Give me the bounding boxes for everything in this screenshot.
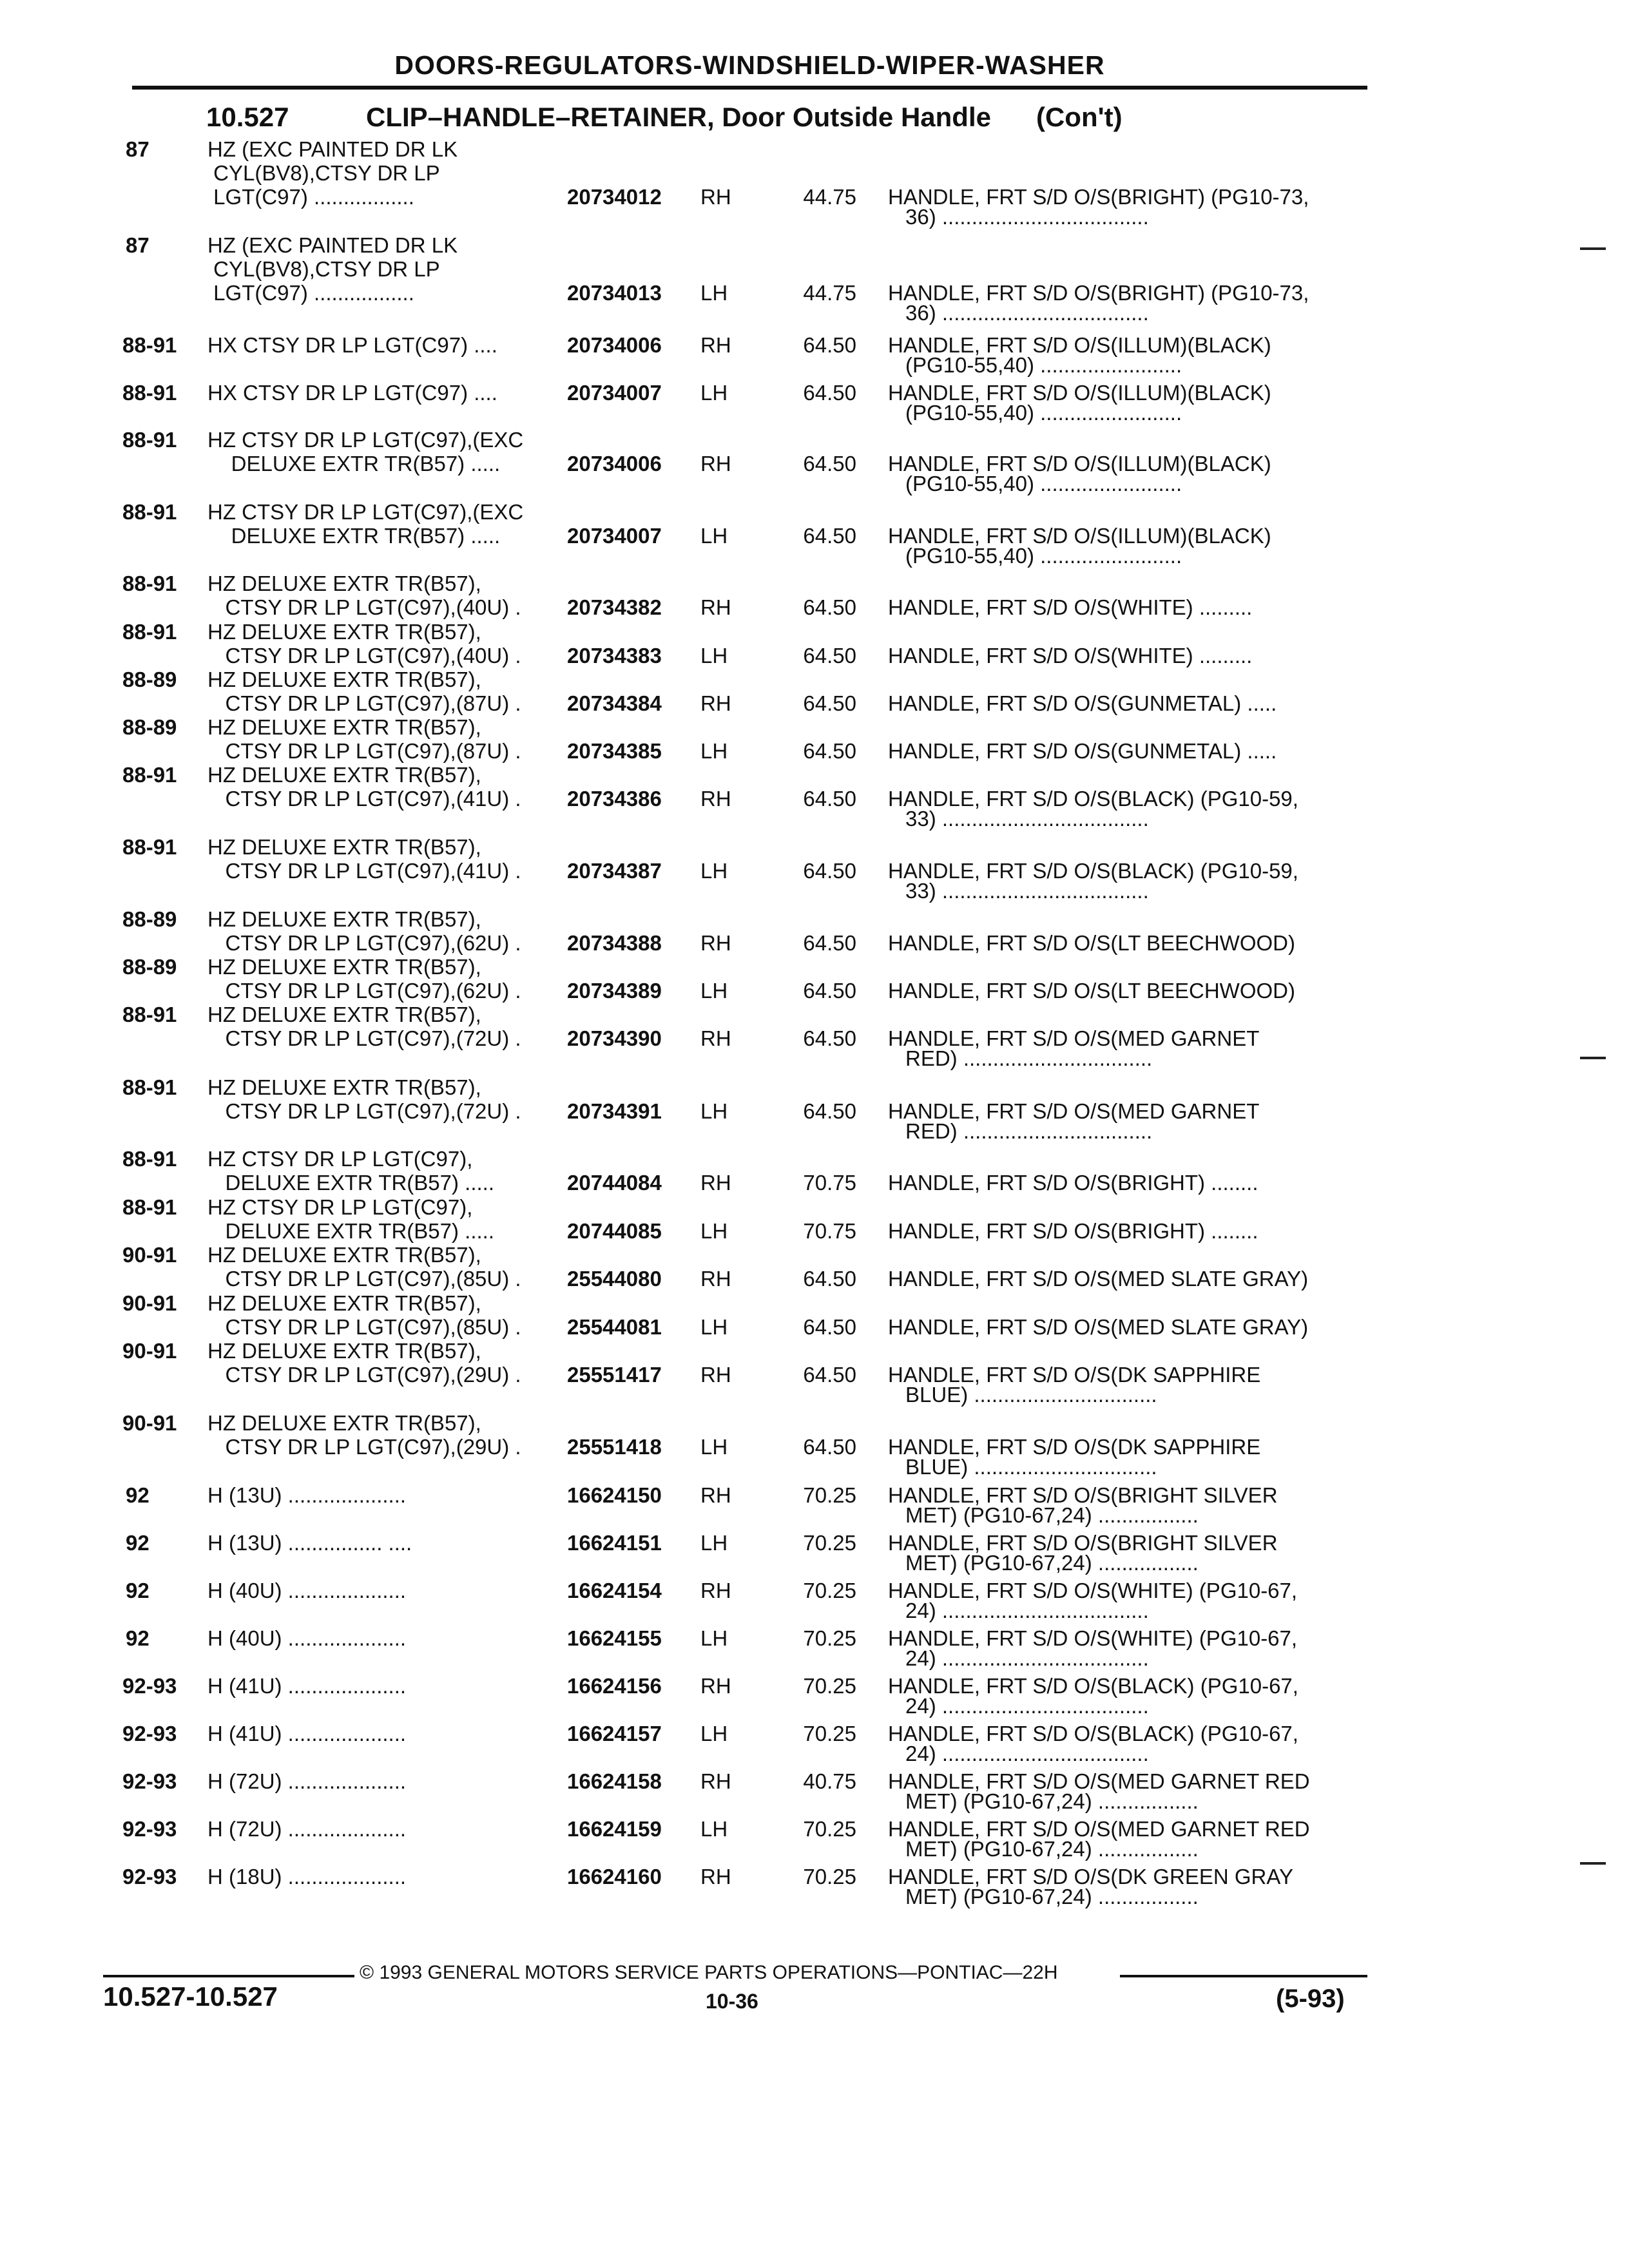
price: 64.50 xyxy=(803,979,856,1003)
part-number: 16624156 xyxy=(567,1674,662,1698)
usage-description: HZ (EXC PAINTED DR LK xyxy=(207,137,458,161)
footer-section-range: 10.527-10.527 xyxy=(103,1981,278,2012)
part-name: HANDLE, FRT S/D O/S(WHITE) ......... xyxy=(888,644,1253,668)
side-code: LH xyxy=(700,281,728,305)
model-year: 88-91 xyxy=(122,333,177,357)
model-year: 87 xyxy=(126,233,149,257)
part-number: 20734391 xyxy=(567,1099,662,1123)
usage-description: DELUXE EXTR TR(B57) ..... xyxy=(207,1219,495,1243)
side-code: LH xyxy=(700,979,728,1003)
price: 70.25 xyxy=(803,1817,856,1841)
model-year: 92 xyxy=(126,1626,149,1650)
side-code: LH xyxy=(700,1219,728,1243)
price: 64.50 xyxy=(803,381,856,405)
side-code: LH xyxy=(700,1435,728,1459)
part-name: HANDLE, FRT S/D O/S(MED SLATE GRAY) xyxy=(888,1315,1309,1339)
usage-description: HZ DELUXE EXTR TR(B57), xyxy=(207,1339,481,1363)
side-code: RH xyxy=(700,1769,731,1793)
side-code: RH xyxy=(700,691,731,715)
part-name: HANDLE, FRT S/D O/S(WHITE) ......... xyxy=(888,595,1253,619)
side-code: RH xyxy=(700,1674,731,1698)
usage-description: HZ DELUXE EXTR TR(B57), xyxy=(207,1411,481,1435)
price: 64.50 xyxy=(803,452,856,476)
part-name: 33) ................................... xyxy=(905,807,1149,831)
price: 64.50 xyxy=(803,787,856,811)
part-name: HANDLE, FRT S/D O/S(LT BEECHWOOD) xyxy=(888,931,1295,955)
part-number: 20734007 xyxy=(567,381,662,405)
usage-description: LGT(C97) ................. xyxy=(207,185,414,209)
footer-page-number: 10-36 xyxy=(706,1990,758,2013)
model-year: 92 xyxy=(126,1579,149,1602)
part-number: 20734389 xyxy=(567,979,662,1003)
usage-description: CTSY DR LP LGT(C97),(41U) . xyxy=(207,787,521,811)
part-name: HANDLE, FRT S/D O/S(ILLUM)(BLACK) xyxy=(888,452,1271,476)
usage-description: H (40U) .................... xyxy=(207,1579,407,1602)
part-name: 33) ................................... xyxy=(905,879,1149,903)
price: 70.25 xyxy=(803,1865,856,1888)
price: 64.50 xyxy=(803,691,856,715)
model-year: 87 xyxy=(126,137,149,161)
model-year: 92-93 xyxy=(122,1865,177,1888)
section-title: CLIP–HANDLE–RETAINER, Door Outside Handle xyxy=(366,102,991,132)
part-name: HANDLE, FRT S/D O/S(WHITE) (PG10-67, xyxy=(888,1626,1298,1650)
part-name: HANDLE, FRT S/D O/S(ILLUM)(BLACK) xyxy=(888,333,1271,357)
section-number: 10.527 xyxy=(206,102,289,132)
part-name: HANDLE, FRT S/D O/S(BRIGHT SILVER xyxy=(888,1531,1278,1555)
side-code: LH xyxy=(700,1099,728,1123)
price: 44.75 xyxy=(803,281,856,305)
part-name: HANDLE, FRT S/D O/S(ILLUM)(BLACK) xyxy=(888,524,1271,548)
price: 70.25 xyxy=(803,1722,856,1745)
price: 64.50 xyxy=(803,1363,856,1387)
usage-description: CTSY DR LP LGT(C97),(85U) . xyxy=(207,1315,521,1339)
part-name: 24) ................................... xyxy=(905,1646,1149,1670)
part-number: 20734385 xyxy=(567,739,662,763)
side-code: RH xyxy=(700,1026,731,1050)
part-name: 36) ................................... xyxy=(905,301,1149,325)
usage-description: H (13U) ................ .... xyxy=(207,1531,412,1555)
margin-mark xyxy=(1580,1057,1606,1059)
part-name: MET) (PG10-67,24) ................. xyxy=(905,1789,1199,1813)
part-name: 24) ................................... xyxy=(905,1694,1149,1718)
usage-description: CTSY DR LP LGT(C97),(62U) . xyxy=(207,979,521,1003)
usage-description: HZ DELUXE EXTR TR(B57), xyxy=(207,668,481,691)
part-name: HANDLE, FRT S/D O/S(BRIGHT) ........ xyxy=(888,1219,1258,1243)
part-name: HANDLE, FRT S/D O/S(BRIGHT) (PG10-73, xyxy=(888,281,1309,305)
price: 64.50 xyxy=(803,931,856,955)
part-name: HANDLE, FRT S/D O/S(BLACK) (PG10-67, xyxy=(888,1674,1298,1698)
part-number: 20734006 xyxy=(567,452,662,476)
part-name: BLUE) ............................... xyxy=(905,1383,1157,1407)
price: 64.50 xyxy=(803,1435,856,1459)
model-year: 92-93 xyxy=(122,1769,177,1793)
usage-description: HZ CTSY DR LP LGT(C97),(EXC xyxy=(207,428,524,452)
usage-description: CTSY DR LP LGT(C97),(41U) . xyxy=(207,859,521,883)
usage-description: HZ DELUXE EXTR TR(B57), xyxy=(207,1003,481,1026)
model-year: 92-93 xyxy=(122,1722,177,1745)
section-continued: (Con't) xyxy=(1036,102,1123,132)
part-number: 16624159 xyxy=(567,1817,662,1841)
price: 64.50 xyxy=(803,524,856,548)
usage-description: CTSY DR LP LGT(C97),(40U) . xyxy=(207,644,521,668)
part-name: HANDLE, FRT S/D O/S(BRIGHT) ........ xyxy=(888,1171,1258,1195)
usage-description: HZ CTSY DR LP LGT(C97), xyxy=(207,1147,473,1171)
part-number: 20734007 xyxy=(567,524,662,548)
part-number: 25551417 xyxy=(567,1363,662,1387)
model-year: 88-91 xyxy=(122,572,177,595)
side-code: LH xyxy=(700,1315,728,1339)
part-name: HANDLE, FRT S/D O/S(WHITE) (PG10-67, xyxy=(888,1579,1298,1602)
price: 70.25 xyxy=(803,1531,856,1555)
model-year: 90-91 xyxy=(122,1291,177,1315)
header-rule xyxy=(132,86,1367,90)
model-year: 88-91 xyxy=(122,381,177,405)
model-year: 88-89 xyxy=(122,907,177,931)
part-number: 16624157 xyxy=(567,1722,662,1745)
part-number: 20734390 xyxy=(567,1026,662,1050)
part-name: HANDLE, FRT S/D O/S(BLACK) (PG10-59, xyxy=(888,787,1298,811)
side-code: LH xyxy=(700,644,728,668)
usage-description: HZ DELUXE EXTR TR(B57), xyxy=(207,1243,481,1267)
model-year: 92 xyxy=(126,1483,149,1507)
side-code: LH xyxy=(700,1531,728,1555)
part-name: HANDLE, FRT S/D O/S(GUNMETAL) ..... xyxy=(888,691,1277,715)
side-code: LH xyxy=(700,1817,728,1841)
price: 64.50 xyxy=(803,1315,856,1339)
part-name: MET) (PG10-67,24) ................. xyxy=(905,1885,1199,1908)
price: 64.50 xyxy=(803,333,856,357)
model-year: 88-89 xyxy=(122,715,177,739)
usage-description: CTSY DR LP LGT(C97),(87U) . xyxy=(207,691,521,715)
margin-mark xyxy=(1580,1862,1606,1865)
usage-description: CTSY DR LP LGT(C97),(29U) . xyxy=(207,1435,521,1459)
usage-description: CTSY DR LP LGT(C97),(62U) . xyxy=(207,931,521,955)
usage-description: HZ DELUXE EXTR TR(B57), xyxy=(207,763,481,787)
usage-description: HZ (EXC PAINTED DR LK xyxy=(207,233,458,257)
model-year: 90-91 xyxy=(122,1339,177,1363)
usage-description: DELUXE EXTR TR(B57) ..... xyxy=(207,524,501,548)
part-name: HANDLE, FRT S/D O/S(DK GREEN GRAY xyxy=(888,1865,1293,1888)
part-name: HANDLE, FRT S/D O/S(MED GARNET xyxy=(888,1099,1260,1123)
price: 64.50 xyxy=(803,1267,856,1291)
side-code: LH xyxy=(700,381,728,405)
part-number: 16624155 xyxy=(567,1626,662,1650)
side-code: RH xyxy=(700,185,731,209)
part-number: 25551418 xyxy=(567,1435,662,1459)
model-year: 90-91 xyxy=(122,1243,177,1267)
part-name: HANDLE, FRT S/D O/S(ILLUM)(BLACK) xyxy=(888,381,1271,405)
side-code: RH xyxy=(700,1865,731,1888)
usage-description: HZ DELUXE EXTR TR(B57), xyxy=(207,955,481,979)
model-year: 88-91 xyxy=(122,1075,177,1099)
usage-description: LGT(C97) ................. xyxy=(207,281,414,305)
section-heading xyxy=(206,102,1123,133)
part-name: HANDLE, FRT S/D O/S(BLACK) (PG10-59, xyxy=(888,859,1298,883)
part-name: HANDLE, FRT S/D O/S(DK SAPPHIRE xyxy=(888,1363,1261,1387)
model-year: 88-89 xyxy=(122,668,177,691)
usage-description: CYL(BV8),CTSY DR LP xyxy=(207,257,440,281)
part-name: MET) (PG10-67,24) ................. xyxy=(905,1503,1199,1527)
price: 70.25 xyxy=(803,1626,856,1650)
model-year: 92 xyxy=(126,1531,149,1555)
usage-description: HZ CTSY DR LP LGT(C97),(EXC xyxy=(207,500,524,524)
part-number: 20734013 xyxy=(567,281,662,305)
part-name: HANDLE, FRT S/D O/S(MED GARNET xyxy=(888,1026,1260,1050)
price: 64.50 xyxy=(803,644,856,668)
part-number: 20744084 xyxy=(567,1171,662,1195)
side-code: LH xyxy=(700,739,728,763)
part-name: HANDLE, FRT S/D O/S(GUNMETAL) ..... xyxy=(888,739,1277,763)
price: 64.50 xyxy=(803,859,856,883)
usage-description: DELUXE EXTR TR(B57) ..... xyxy=(207,452,501,476)
side-code: LH xyxy=(700,524,728,548)
usage-description: CTSY DR LP LGT(C97),(85U) . xyxy=(207,1267,521,1291)
side-code: RH xyxy=(700,595,731,619)
usage-description: HZ DELUXE EXTR TR(B57), xyxy=(207,835,481,859)
price: 40.75 xyxy=(803,1769,856,1793)
usage-description: H (18U) .................... xyxy=(207,1865,407,1888)
part-name: (PG10-55,40) ........................ xyxy=(905,472,1182,495)
usage-description: HX CTSY DR LP LGT(C97) .... xyxy=(207,381,497,405)
side-code: RH xyxy=(700,931,731,955)
usage-description: CTSY DR LP LGT(C97),(72U) . xyxy=(207,1026,521,1050)
side-code: RH xyxy=(700,787,731,811)
part-name: MET) (PG10-67,24) ................. xyxy=(905,1551,1199,1575)
part-number: 20734386 xyxy=(567,787,662,811)
model-year: 88-91 xyxy=(122,1195,177,1219)
part-number: 20734387 xyxy=(567,859,662,883)
price: 70.75 xyxy=(803,1171,856,1195)
usage-description: CTSY DR LP LGT(C97),(87U) . xyxy=(207,739,521,763)
part-name: BLUE) ............................... xyxy=(905,1455,1157,1479)
model-year: 88-91 xyxy=(122,620,177,644)
part-number: 16624150 xyxy=(567,1483,662,1507)
footer-date-code: (5-93) xyxy=(1276,1984,1345,2013)
part-number: 20734012 xyxy=(567,185,662,209)
price: 64.50 xyxy=(803,1026,856,1050)
model-year: 92-93 xyxy=(122,1674,177,1698)
model-year: 92-93 xyxy=(122,1817,177,1841)
part-name: 36) ................................... xyxy=(905,205,1149,229)
part-number: 20734006 xyxy=(567,333,662,357)
side-code: LH xyxy=(700,1626,728,1650)
part-number: 25544080 xyxy=(567,1267,662,1291)
usage-description: HZ DELUXE EXTR TR(B57), xyxy=(207,715,481,739)
part-number: 20734382 xyxy=(567,595,662,619)
part-name: HANDLE, FRT S/D O/S(MED SLATE GRAY) xyxy=(888,1267,1309,1291)
usage-description: CTSY DR LP LGT(C97),(40U) . xyxy=(207,595,521,619)
margin-mark xyxy=(1580,247,1606,250)
part-name: HANDLE, FRT S/D O/S(LT BEECHWOOD) xyxy=(888,979,1295,1003)
page-header-title: DOORS-REGULATORS-WINDSHIELD-WIPER-WASHER xyxy=(394,50,1105,80)
part-name: 24) ................................... xyxy=(905,1742,1149,1765)
usage-description: HZ DELUXE EXTR TR(B57), xyxy=(207,1075,481,1099)
part-name: HANDLE, FRT S/D O/S(BRIGHT) (PG10-73, xyxy=(888,185,1309,209)
usage-description: HZ DELUXE EXTR TR(B57), xyxy=(207,907,481,931)
usage-description: HZ DELUXE EXTR TR(B57), xyxy=(207,1291,481,1315)
price: 64.50 xyxy=(803,595,856,619)
side-code: LH xyxy=(700,1722,728,1745)
part-number: 16624151 xyxy=(567,1531,662,1555)
model-year: 88-91 xyxy=(122,428,177,452)
model-year: 88-91 xyxy=(122,1147,177,1171)
model-year: 88-91 xyxy=(122,763,177,787)
usage-description: H (41U) .................... xyxy=(207,1674,407,1698)
footer-rule-left xyxy=(103,1975,354,1977)
footer-rule-right xyxy=(1120,1975,1367,1977)
part-name: (PG10-55,40) ........................ xyxy=(905,544,1182,568)
side-code: RH xyxy=(700,333,731,357)
model-year: 88-91 xyxy=(122,1003,177,1026)
usage-description: H (72U) .................... xyxy=(207,1817,407,1841)
side-code: RH xyxy=(700,1579,731,1602)
side-code: RH xyxy=(700,452,731,476)
part-number: 25544081 xyxy=(567,1315,662,1339)
price: 70.25 xyxy=(803,1674,856,1698)
part-name: (PG10-55,40) ........................ xyxy=(905,401,1182,425)
side-code: RH xyxy=(700,1171,731,1195)
usage-description: CTSY DR LP LGT(C97),(29U) . xyxy=(207,1363,521,1387)
usage-description: CYL(BV8),CTSY DR LP xyxy=(207,161,440,185)
part-number: 16624154 xyxy=(567,1579,662,1602)
part-number: 20734383 xyxy=(567,644,662,668)
part-number: 20744085 xyxy=(567,1219,662,1243)
price: 70.25 xyxy=(803,1579,856,1602)
footer-copyright: © 1993 GENERAL MOTORS SERVICE PARTS OPERATIONS—PONTIAC—22H xyxy=(360,1962,1058,1983)
part-name: MET) (PG10-67,24) ................. xyxy=(905,1837,1199,1861)
part-name: RED) ................................ xyxy=(905,1119,1153,1143)
model-year: 88-91 xyxy=(122,500,177,524)
price: 64.50 xyxy=(803,1099,856,1123)
price: 70.75 xyxy=(803,1219,856,1243)
part-name: HANDLE, FRT S/D O/S(BLACK) (PG10-67, xyxy=(888,1722,1298,1745)
part-name: RED) ................................ xyxy=(905,1046,1153,1070)
part-number: 20734384 xyxy=(567,691,662,715)
part-number: 16624160 xyxy=(567,1865,662,1888)
usage-description: HZ CTSY DR LP LGT(C97), xyxy=(207,1195,473,1219)
part-name: (PG10-55,40) ........................ xyxy=(905,353,1182,377)
side-code: RH xyxy=(700,1363,731,1387)
price: 70.25 xyxy=(803,1483,856,1507)
usage-description: HZ DELUXE EXTR TR(B57), xyxy=(207,572,481,595)
model-year: 88-91 xyxy=(122,835,177,859)
part-number: 20734388 xyxy=(567,931,662,955)
side-code: LH xyxy=(700,859,728,883)
side-code: RH xyxy=(700,1483,731,1507)
usage-description: H (13U) .................... xyxy=(207,1483,407,1507)
part-name: 24) ................................... xyxy=(905,1599,1149,1622)
part-name: HANDLE, FRT S/D O/S(BRIGHT SILVER xyxy=(888,1483,1278,1507)
usage-description: H (72U) .................... xyxy=(207,1769,407,1793)
model-year: 88-89 xyxy=(122,955,177,979)
side-code: RH xyxy=(700,1267,731,1291)
usage-description: H (41U) .................... xyxy=(207,1722,407,1745)
price: 44.75 xyxy=(803,185,856,209)
usage-description: HX CTSY DR LP LGT(C97) .... xyxy=(207,333,497,357)
usage-description: CTSY DR LP LGT(C97),(72U) . xyxy=(207,1099,521,1123)
model-year: 90-91 xyxy=(122,1411,177,1435)
part-name: HANDLE, FRT S/D O/S(MED GARNET RED xyxy=(888,1769,1310,1793)
part-name: HANDLE, FRT S/D O/S(MED GARNET RED xyxy=(888,1817,1310,1841)
part-number: 16624158 xyxy=(567,1769,662,1793)
usage-description: H (40U) .................... xyxy=(207,1626,407,1650)
price: 64.50 xyxy=(803,739,856,763)
usage-description: DELUXE EXTR TR(B57) ..... xyxy=(207,1171,495,1195)
usage-description: HZ DELUXE EXTR TR(B57), xyxy=(207,620,481,644)
part-name: HANDLE, FRT S/D O/S(DK SAPPHIRE xyxy=(888,1435,1261,1459)
